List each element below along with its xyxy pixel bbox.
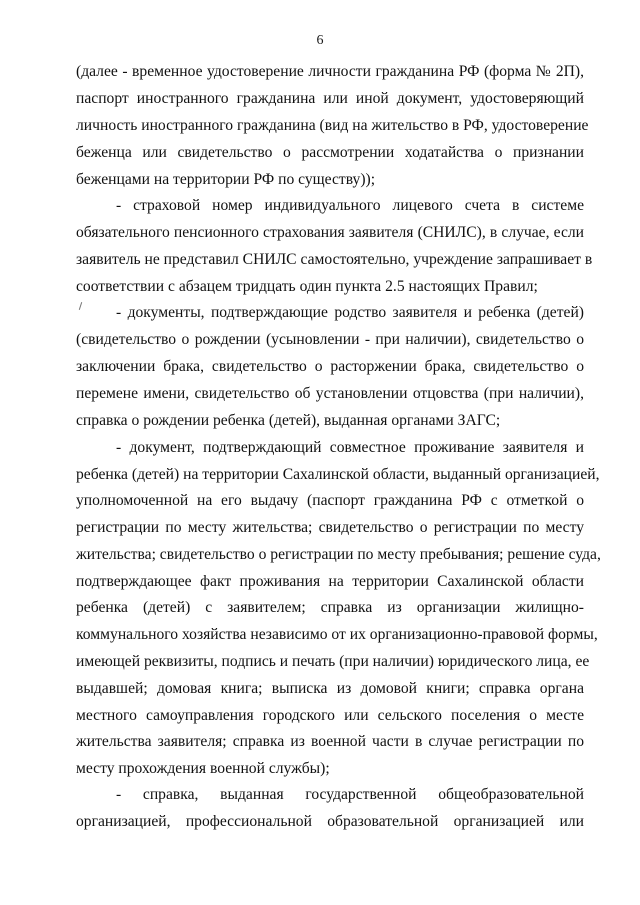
text-line: жительства заявителя; справка из военной части в случае регистрации по (76, 733, 584, 750)
text-line: - страховой номер индивидуального лицевого счета в системе (116, 197, 584, 214)
stray-pen-mark (79, 302, 82, 310)
text-line: заключении брака, свидетельство о расторжении брака, свидетельство о (76, 358, 584, 375)
text-line: - справка, выданная государственной общеобразовательной (116, 786, 584, 803)
text-line: организацией, профессиональной образовательной организацией или (76, 813, 584, 830)
text-line: местного самоуправления городского или сельского поселения о месте (76, 707, 584, 724)
text-line: - документ, подтверждающий совместное проживание заявителя и (116, 439, 584, 456)
text-line: беженца или свидетельство о рассмотрении ходатайства о признании (76, 144, 584, 161)
text-line: уполномоченной на его выдачу (паспорт гражданина РФ с отметкой о (76, 492, 584, 509)
text-line: жительства; свидетельство о регистрации по месту пребывания; решение суда, (76, 546, 601, 563)
text-line: имеющей реквизиты, подпись и печать (при наличии) юридического лица, ее (76, 653, 590, 670)
text-line: коммунального хозяйства независимо от их организационно-правовой формы, (76, 626, 598, 643)
text-line: беженцами на территории РФ по существу)); (76, 171, 376, 188)
text-line: месту прохождения военной службы); (76, 760, 330, 777)
text-line: (свидетельство о рождении (усыновлении - при наличии), свидетельство о (76, 331, 584, 348)
text-line: обязательного пенсионного страхования заявителя (СНИЛС), в случае, если (76, 224, 584, 241)
text-line: - документы, подтверждающие родство заявителя и ребенка (детей) (116, 304, 584, 321)
text-line: (далее - временное удостоверение личности гражданина РФ (форма № 2П), (76, 63, 584, 80)
text-line: заявитель не представил СНИЛС самостоятельно, учреждение запрашивает в (76, 251, 593, 268)
text-line: справка о рождении ребенка (детей), выданная органами ЗАГС; (76, 412, 501, 429)
text-line: личность иностранного гражданина (вид на жительство в РФ, удостоверение (76, 117, 589, 134)
text-line: паспорт иностранного гражданина или иной документ, удостоверяющий (76, 90, 584, 107)
text-line: выдавшей; домовая книга; выписка из домовой книги; справка органа (76, 680, 584, 697)
text-line: регистрации по месту жительства; свидетельство о регистрации по месту (76, 519, 584, 536)
text-line: перемене имени, свидетельство об установлении отцовства (при наличии), (76, 385, 584, 402)
text-line: соответствии с абзацем тридцать один пункта 2.5 настоящих Правил; (76, 278, 538, 295)
page-number: 6 (316, 33, 324, 48)
text-line: подтверждающее факт проживания на территории Сахалинской области (76, 573, 584, 590)
text-line: ребенка (детей) на территории Сахалинской области, выданный организацией, (76, 466, 600, 483)
text-line: ребенка (детей) с заявителем; справка из организации жилищно- (76, 599, 584, 616)
